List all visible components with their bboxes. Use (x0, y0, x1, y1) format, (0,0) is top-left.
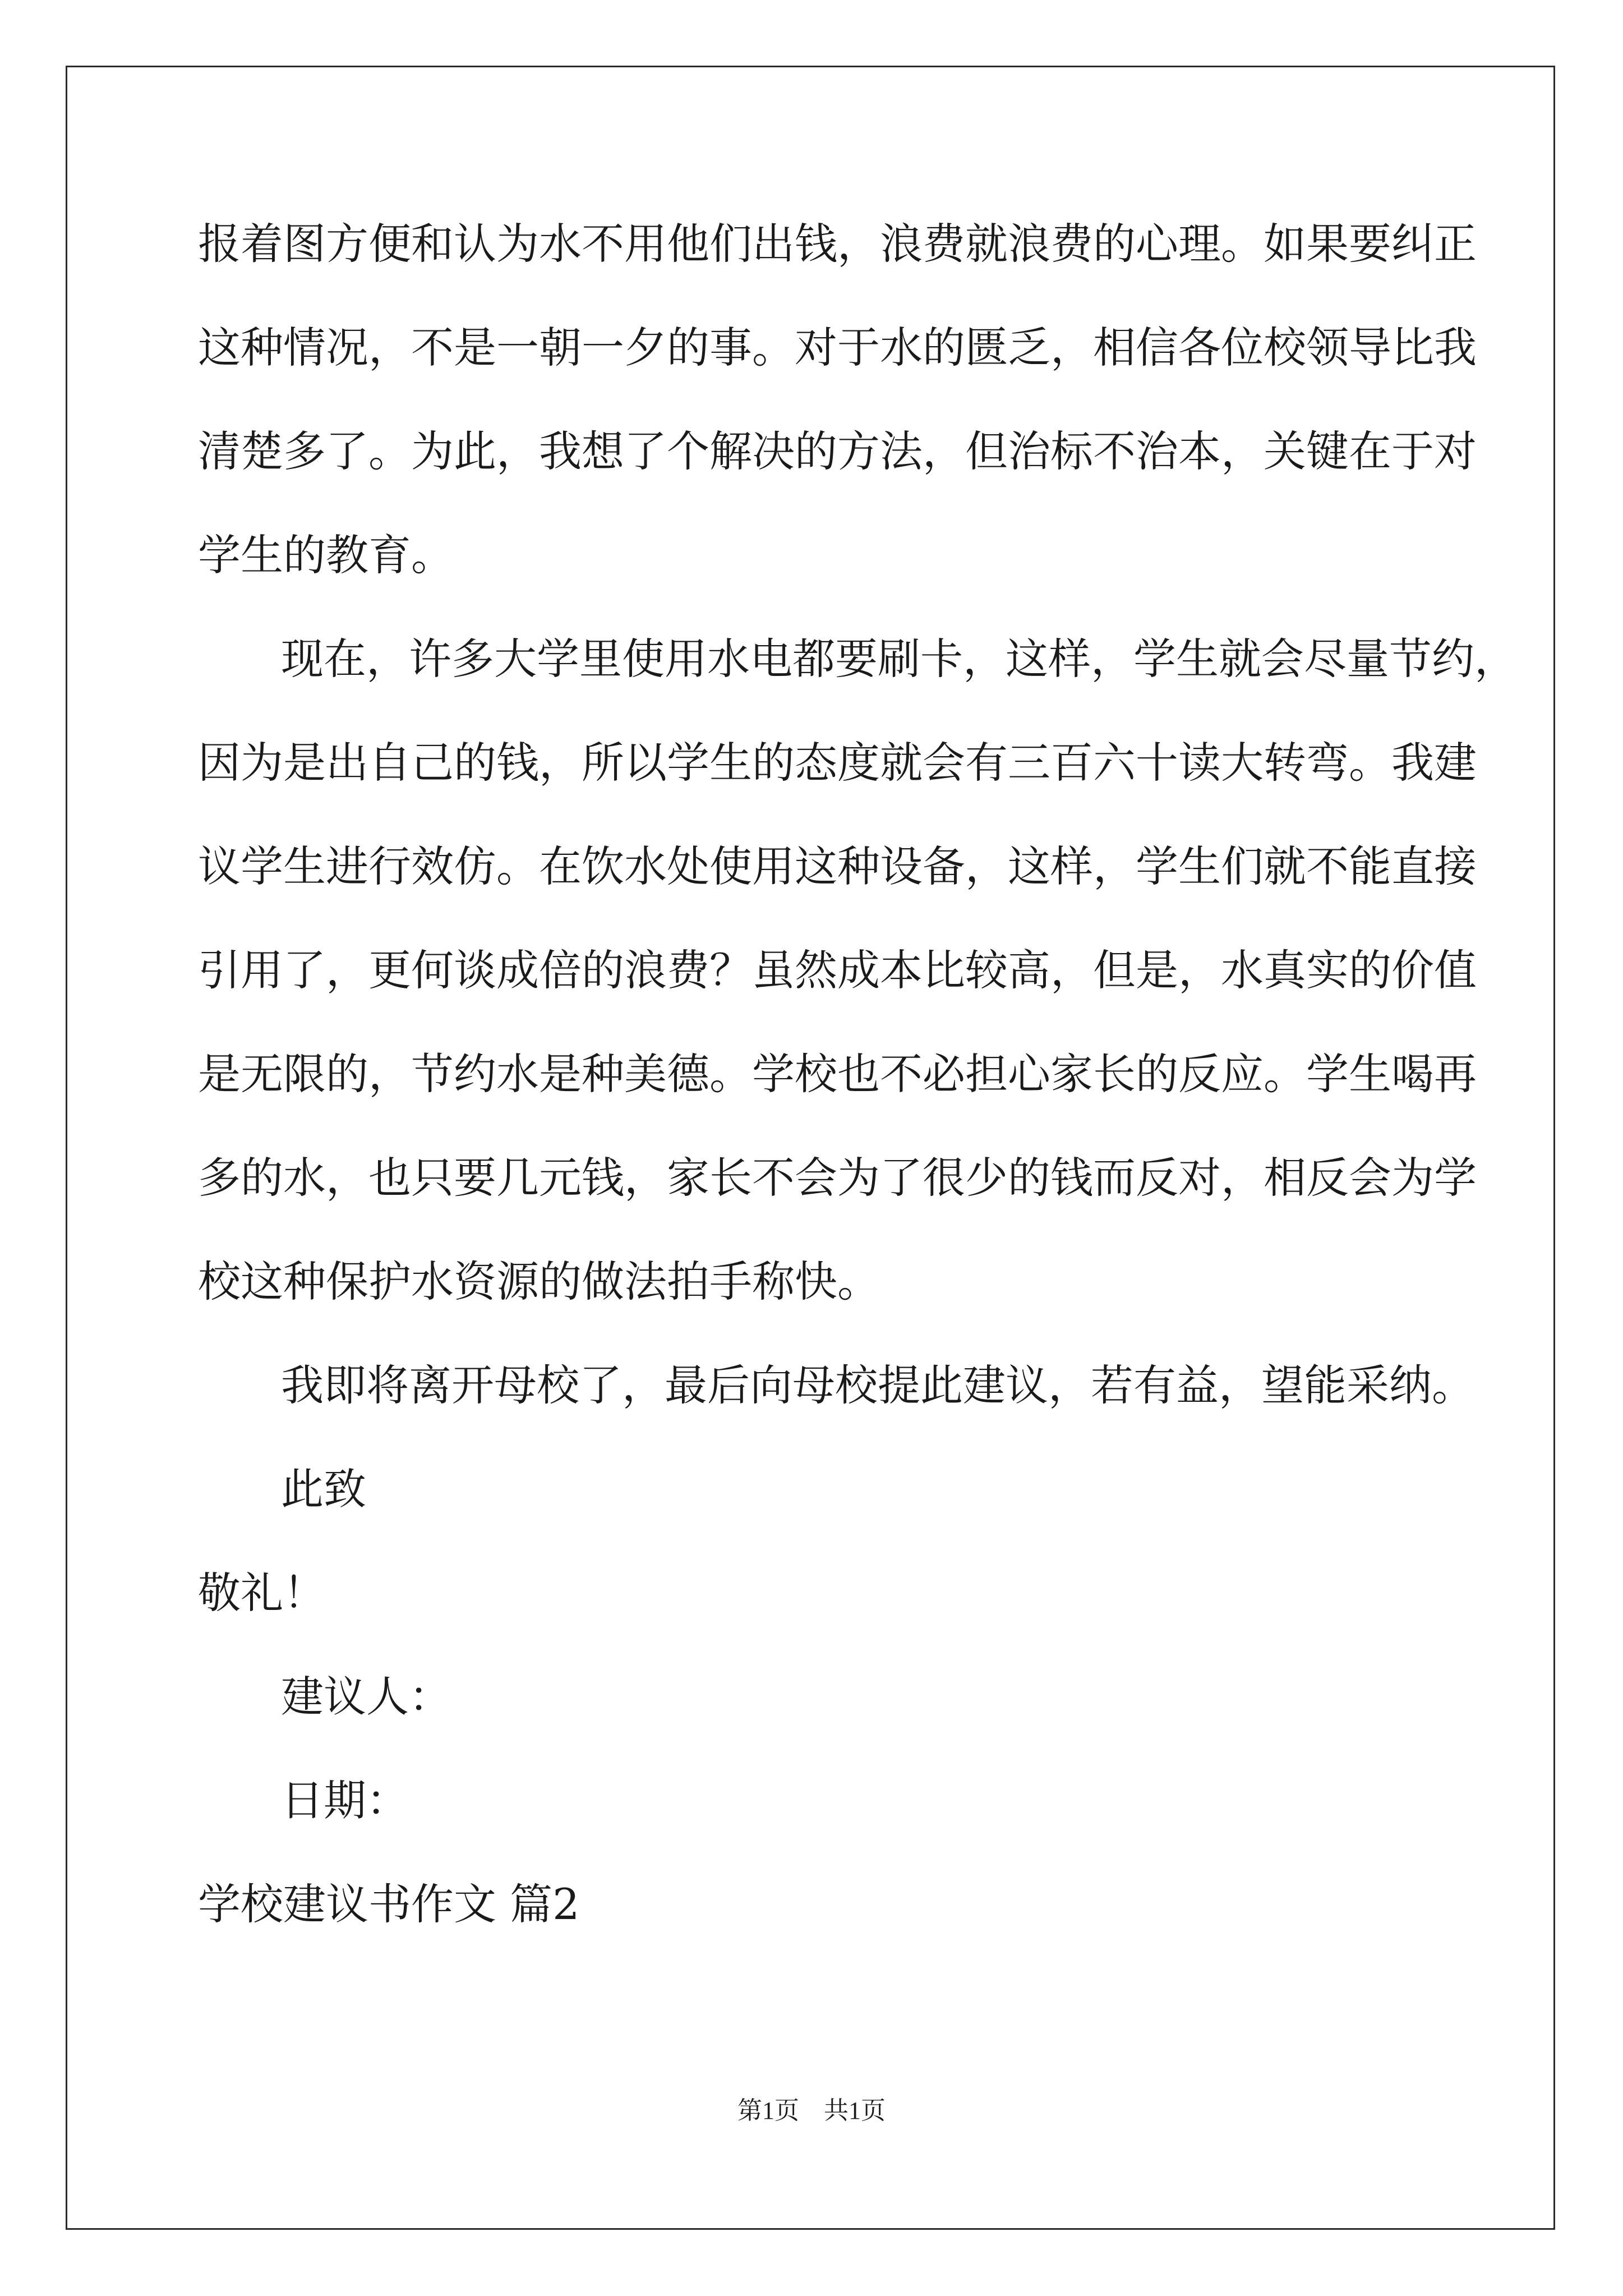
paragraph-line: 我即将离开母校了，最后向母校提此建议，若有益，望能采纳。 (281, 1360, 1474, 1410)
closing-salutation: 此致 (281, 1464, 366, 1514)
paragraph-line: 报着图方便和认为水不用他们出钱，浪费就浪费的心理。如果要纠正 (198, 219, 1477, 269)
paragraph-line: 多的水，也只要几元钱，家长不会为了很少的钱而反对，相反会为学 (198, 1153, 1477, 1203)
paragraph-line: 议学生进行效仿。在饮水处使用这种设备，这样，学生们就不能直接 (198, 841, 1477, 891)
date-label: 日期： (281, 1775, 409, 1825)
paragraph-line: 引用了，更何谈成倍的浪费？虽然成本比较高，但是，水真实的价值 (198, 945, 1477, 995)
paragraph-line: 是无限的，节约水是种美德。学校也不必担心家长的反应。学生喝再 (198, 1049, 1477, 1099)
paragraph-line: 现在，许多大学里使用水电都要刷卡，这样，学生就会尽量节约， (281, 634, 1517, 684)
page-number-current: 第1页 (737, 2097, 799, 2124)
section-heading: 学校建议书作文 篇2 (198, 1879, 580, 1929)
paragraph-line: 学生的教育。 (198, 530, 454, 580)
page-number-total: 共1页 (824, 2097, 886, 2124)
closing-regards: 敬礼！ (198, 1568, 326, 1618)
signer-label: 建议人： (281, 1672, 451, 1722)
paragraph-line: 校这种保护水资源的做法拍手称快。 (198, 1257, 880, 1306)
paragraph-line: 这种情况，不是一朝一夕的事。对于水的匮乏，相信各位校领导比我 (198, 323, 1477, 372)
paragraph-line: 因为是出自己的钱，所以学生的态度就会有三百六十读大转弯。我建 (198, 738, 1477, 788)
page-footer (0, 2094, 1623, 2128)
paragraph-line: 清楚多了。为此，我想了个解决的方法，但治标不治本，关键在于对 (198, 426, 1477, 476)
